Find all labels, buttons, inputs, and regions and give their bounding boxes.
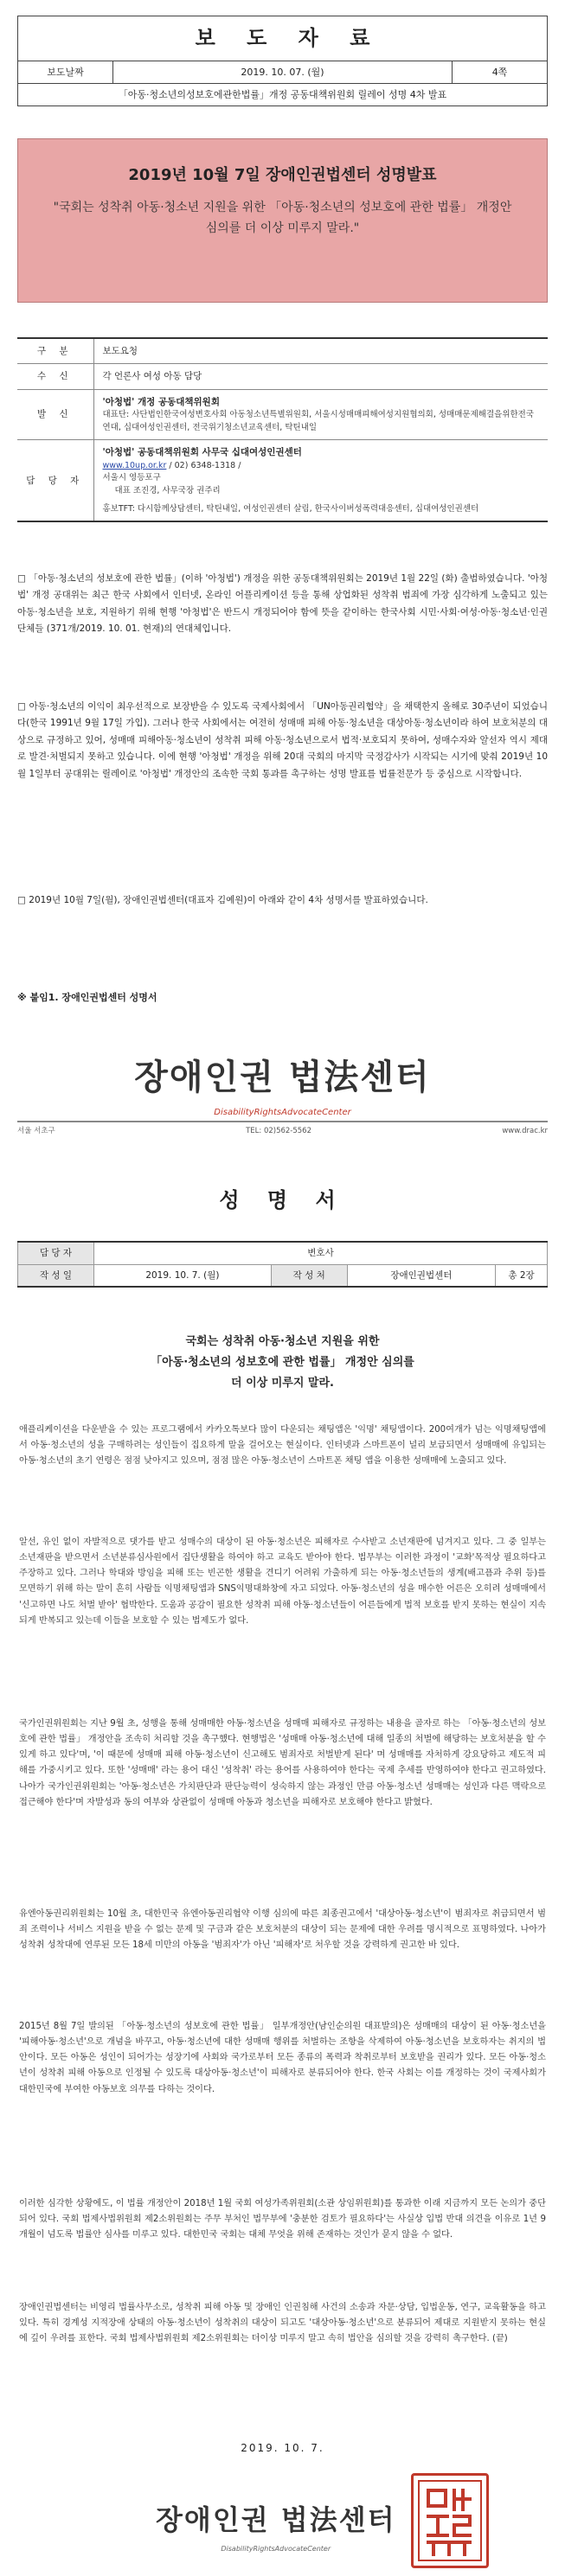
writer-label: 작 성 처 bbox=[271, 1264, 347, 1287]
statement-title: 성 명 서 bbox=[219, 1188, 346, 1212]
bottom-logo-text: 장애인권 법法센터 bbox=[156, 2503, 396, 2536]
statement-paragraph-1: 애플리케이션을 다운받을 수 있는 프로그램에서 카카오톡보다 많이 다운되는 채팅앱은 '익명' 채팅앱이다. 200여개가 넘는 익명채팅앱에서 아동·청소년의 성을 구매하려는 성인들이 집요하게 말을 걸어오는 현실이다. 인터넷과 스마트폰이 널리 보급되면서 성매매에 유입되는 아동·청소년의 초기 연령은 점점 낮아지고 있으며, 점점 많은 아동·청소년이 스마트폰 채팅 앱을 이용한 성매매에 노출되고 있다. bbox=[19, 1425, 546, 1467]
sender-reps: 대표단: 사단법인한국여성변호사회 아동청소년특별위원회, 서울시성매매피해여성지원협의회, 성매매문제해결을위한전국연대, 십대여성인권센터, 전국위기청소년교육센터, 탁틴내일 bbox=[102, 409, 535, 432]
contact-website-link[interactable]: www.10up.or.kr bbox=[102, 460, 167, 470]
statement-paragraph-3: 국가인권위원회는 지난 9월 초, 성행을 통해 성매매한 아동·청소년을 성매매 피해자로 규정하는 내용을 골자로 하는 「아동·청소년의 성보호에 관한 법률」 개정안을 조속히 처리할 것을 촉구했다. 현행법은 '성매매 아동·청소년에 대해 일종의 처벌에 해당하는 보호처분을 할 수 있게 하고 있다'며, '이 때문에 성매매 피해 아동·청소년이 신고해도 범죄자로 처벌받게 된다' 며 성매매를 자처하게 강요당하고 제도적 피해를 가중시키고 있다. 또한 '성매매' 라는 용어 대신 '성착취' 라는 용어를 사용하여야 한다는 국제 추세를 반영하여야 한다고 권고하였다. 나아가 국가인권위원회는 '아동·청소년은 가치판단과 판단능력이 성숙하지 않는 과정인 만큼 아동·청소년 성매매는 성인과 다른 맥락으로 접근해야 한다'며 자발성과 동의 여부와 상관없이 성매매 아동과 청소년을 피해자로 보호해야 한다고 밝혔다. bbox=[19, 1719, 546, 1807]
promo-tft: 홍보TFT: 다시함께상담센터, 탁틴내일, 여성인권센터 살림, 한국사이버성폭력대응센터, 십대여성인권센터 bbox=[102, 503, 479, 514]
body-paragraph-3: □ 2019년 10월 7일(월), 장애인권법센터(대표자 김예원)이 아래와 같이 4차 성명서를 발표하였습니다. bbox=[17, 895, 428, 905]
contact-rep: 대표 조진경, 사무국장 권주리 bbox=[114, 485, 221, 495]
statement-headline-line-3: 더 이상 미루지 말라. bbox=[231, 1377, 334, 1390]
recipient-value: 각 언론사 여성 아동 담당 bbox=[93, 364, 548, 389]
headline-quote: "국회는 성착취 아동·청소년 지원을 위한 「아동·청소년의 성보호에 관한 법률」 개정안 심의를 더 이상 미루지 말라." bbox=[53, 200, 512, 235]
official-seal-icon bbox=[411, 2473, 489, 2568]
bottom-org-logo bbox=[156, 2499, 396, 2554]
writer-value: 장애인권법센터 bbox=[347, 1264, 495, 1287]
press-header-table bbox=[17, 16, 548, 106]
body-paragraph-1: □ 「아동·청소년의 성보호에 관한 법률」(이하 '아청법') 개정을 위한 공동대책위원회는 2019년 1월 22일 (화) 출범하였습니다. '아청법' 개정 공대위는 최근 한국 사회에서 인터넷, 온라인 어플리케이션 등을 통해 상업화된 성착취 범죄에 가장 심각하게 노출되고 있는 아동·청소년을 보호, 지원하기 위해 현행 '아청법'은 반드시 개정되어야 함에 뜻을 같이하는 한국사회 시민·사회·여성·아동·청소년·인권 단체들 (371개/2019. 10. 01. 현재)의 연대체입니다. bbox=[17, 573, 548, 635]
bottom-logo-tagline: DisabilityRightsAdvocateCenter bbox=[221, 2544, 331, 2553]
total-pages: 총 2장 bbox=[496, 1264, 548, 1287]
attachment-note: ※ 붙임1. 장애인권법센터 성명서 bbox=[17, 992, 157, 1003]
contact-label: 담 당 자 bbox=[17, 440, 93, 522]
contact-org: '아청법' 공동대책위원회 사무국 십대여성인권센터 bbox=[102, 447, 302, 458]
org-logo bbox=[0, 1051, 565, 1120]
statement-info-table bbox=[17, 1241, 548, 1288]
date-label: 보도날짜 bbox=[18, 61, 113, 84]
sender-label: 발 신 bbox=[17, 389, 93, 440]
statement-paragraph-2: 알선, 유인 없이 자발적으로 댓가를 받고 성매수의 대상이 된 아동·청소년은 피해자로 수사받고 소년재판에 넘겨지고 있다. 그 중 일부는 소년재판을 받으면서 소년분류심사원에서 집단생활을 하여야 하고 교육도 받아야 한다. 법무부는 이러한 과정이 '교화'목적상 필요하다고 주장하고 있다. 그러나 학대와 방임을 피해 또는 빈곤한 생활을 견디기 어려워 가출하게 되는 아동·청소년들의 생계(배고픔과 추위 등)를 모면하기 위해 하는 말이 흔히 사람들 익명채팅앱과 SNS익명대화창에 자고 되었다. 아동·청소년의 성을 매수한 어른은 오히려 성매매에서 '신고하면 나도 처벌 받아' 협박한다. 도움과 공감이 필요한 성착취 피해 아동·청소년들이 어른들에게 법적 보호를 받지 못하는 현실이 지속되게 반복되고 있는데 이들을 보호할 수 있는 법제도가 없다. bbox=[19, 1537, 546, 1626]
written-date-label: 작 성 일 bbox=[18, 1264, 94, 1287]
category-label: 구 분 bbox=[17, 338, 93, 364]
page-count: 4쪽 bbox=[453, 61, 548, 84]
org-tagline: DisabilityRightsAdvocateCenter bbox=[214, 1108, 351, 1117]
statement-paragraph-5: 2015년 8월 7일 발의된 「아동·청소년의 성보호에 관한 법률」 일부개정안(남인순의원 대표발의)은 성매매의 대상이 된 아동·청소년을 '피해아동·청소년'으로 개념을 바꾸고, 아동·청소년에 대한 성매매 행위를 처벌하는 조항을 삭제하여 아동·청소년을 보호하자는 취지의 법안이다. 모든 아동은 성인이 되어가는 성장기에 사회와 국가로부터 모든 종류의 폭력과 착취로부터 보호받을 권리가 있다. 모든 아동·청소년이 성착취 피해 아동으로 인정될 수 있도록 대상아동·청소년'이 피해자로 분류되어야 한다. 한국 사회는 이를 개정하는 것이 국제사회가 대한민국에 부여한 아동보호 의무를 다하는 것이다. bbox=[19, 2022, 546, 2094]
org-address: 서울 서초구 bbox=[17, 1127, 55, 1135]
sender-name: '아청법' 개정 공동대책위원회 bbox=[102, 396, 220, 407]
recipient-label: 수 신 bbox=[17, 364, 93, 389]
statement-headline-line-1: 국회는 성착취 아동·청소년 지원을 위한 bbox=[185, 1335, 380, 1348]
press-subtitle: 「아동·청소년의성보호에관한법률」개정 공동대책위원회 릴레이 성명 4차 발표 bbox=[18, 84, 548, 106]
distribution-table bbox=[17, 337, 548, 522]
headline-title: 2019년 10월 7일 장애인권법센터 성명발표 bbox=[128, 166, 437, 184]
contact-phone: / 02) 6348-1318 / bbox=[166, 460, 241, 470]
date-value: 2019. 10. 07. (월) bbox=[113, 61, 453, 84]
category-value: 보도요청 bbox=[93, 338, 548, 364]
press-title: 보 도 자 료 bbox=[18, 16, 548, 61]
manager-label: 담 당 자 bbox=[18, 1242, 94, 1264]
org-logo-text: 장애인권 법法센터 bbox=[134, 1058, 431, 1097]
written-date-value: 2019. 10. 7. (월) bbox=[94, 1264, 272, 1287]
statement-paragraph-7: 장애인권법센터는 비영리 법률사무소로, 성착취 피해 아동 및 장애인 인권침해 사건의 소송과 자문·상담, 입법운동, 연구, 교육활동을 하고 있다. 특히 경계성 지적장애 상태의 아동·청소년이 성착취의 대상이 되고도 '대상아동·청소년'으로 분류되어 제대로 지원받지 못하는 현실에 깊이 우려를 표한다. 국회 법제사법위원회 제2소위원회는 더이상 미루지 말고 속히 법안을 심의할 것을 강력히 촉구한다. (끝) bbox=[19, 2303, 546, 2344]
manager-value: 변호사 bbox=[94, 1242, 548, 1264]
statement-headline-line-2: 「아동·청소년의 성보호에 관한 법률」 개정안 심의를 bbox=[151, 1356, 414, 1370]
org-tel: TEL: 02)562-5562 bbox=[246, 1127, 311, 1135]
statement-paragraph-4: 유엔아동권리위원회는 10월 초, 대한민국 유엔아동권리협약 이행 심의에 따른 최종권고에서 '대상아동·청소년'이 범죄자로 취급되면서 범죄 조력이나 서비스 지원을 받을 수 없는 문제 및 구금과 같은 보호처분의 대상이 되는 문제에 대한 우려를 명시적으로 표명하였다. 나아가 성착취 성착대에 연루된 모든 18세 미만의 아동을 '범죄자'가 아닌 '피해자'로 처우할 것을 강력하게 권고한 바 있다. bbox=[19, 1909, 546, 1951]
contact-address: 서울시 영등포구 bbox=[102, 473, 161, 483]
statement-date: 2019. 10. 7. bbox=[241, 2442, 324, 2454]
body-paragraph-2: □ 아동·청소년의 이익이 최우선적으로 보장받을 수 있도록 국제사회에서 「UN아동권리협약」을 채택한지 올해로 30주년이 되었습니다(한국 1991년 9월 17일 가입). 그러나 한국 사회에서는 여전히 성매매 피해 아동·청소년을 대상아동·청소년이라 하여 보호처분의 대상으로 규정하고 있어, 성매매 피해아동·청소년이 성착취 피해 아동·청소년으로서 법적·보호되지 못하여, 성매수자와 알선자 역시 제대로 발견·처벌되지 못하고 있습니다. 이에 현행 '아청법' 개정을 위해 20대 국회의 마지막 국정감사가 시작되는 시기에 맞춰 2019년 10월 1일부터 공대위는 릴레이로 '아청법' 개정안의 조속한 국회 통과를 촉구하는 성명 발표를 법률전문가 등 중심으로 시작합니다. bbox=[17, 701, 548, 779]
org-web: www.drac.kr bbox=[502, 1127, 548, 1135]
org-contact-bar bbox=[17, 1121, 548, 1137]
headline-box bbox=[17, 138, 548, 303]
statement-headline bbox=[0, 1332, 565, 1394]
statement-paragraph-6: 이러한 심각한 상황에도, 이 법률 개정안이 2018년 1월 국회 여성가족위원회(소관 상임위원회)를 통과한 이래 지금까지 모든 논의가 중단되어 있다. 국회 법제사법위원회 제2소위원회는 주무 부처인 법무부에 '충분한 검토가 필요하다'는 사실상 입법 반대 의견을 이유로 1년 9개월이 넘도록 법률안 심사를 미루고 있다. 대한민국 국회는 대체 무엇을 위해 존재하는 것인가 묻지 않을 수 없다. bbox=[19, 2199, 546, 2240]
